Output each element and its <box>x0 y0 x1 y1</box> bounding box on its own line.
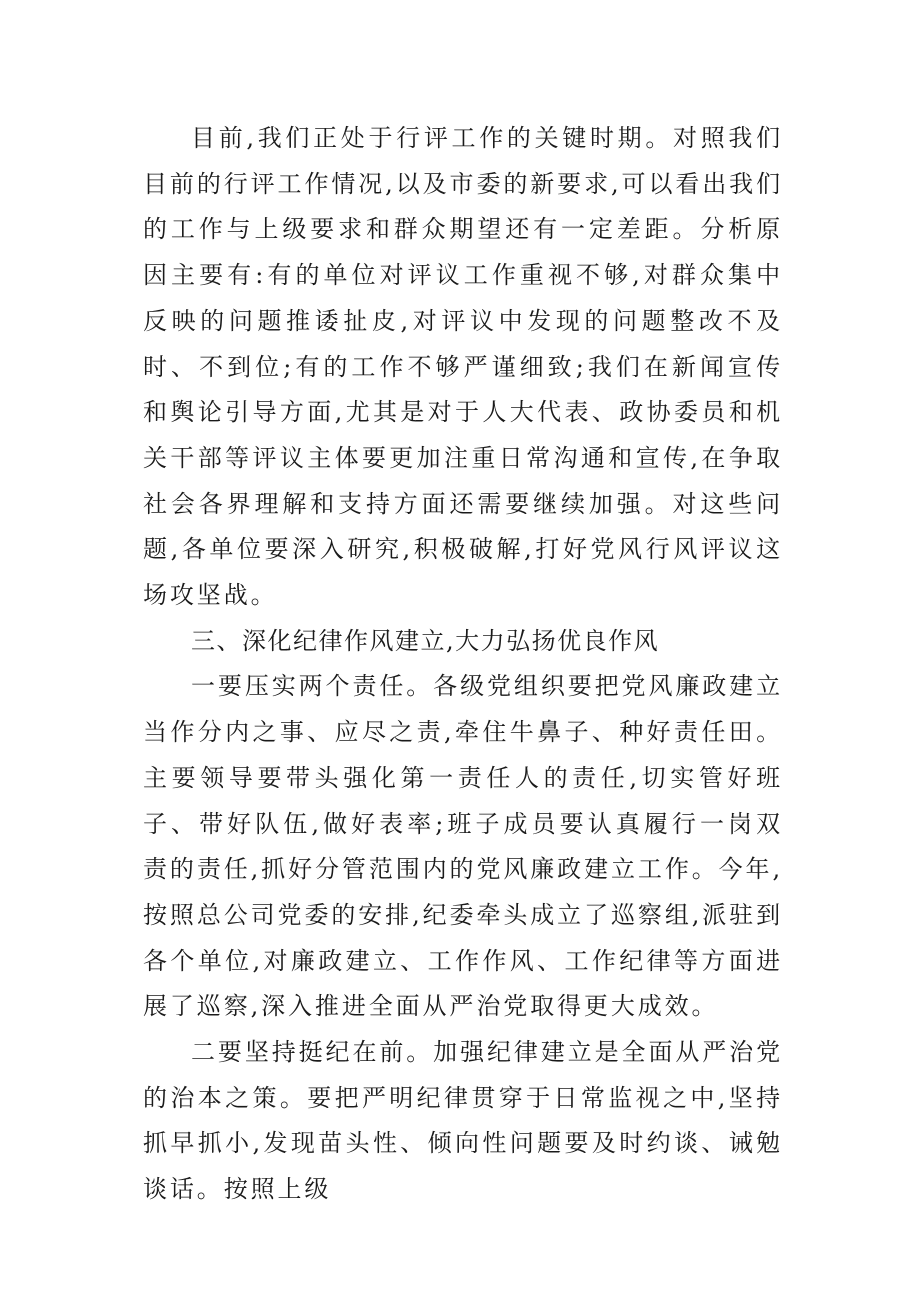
paragraph-two-responsibilities: 一要压实两个责任。各级党组织要把党风廉政建立当作分内之事、应尽之责,牵住牛鼻子、种好责任田。主要领导要带头强化第一责任人的责任,切实管好班子、带好队伍,做好表率;班子成员要认真履行一岗双责的责任,抓好分管范围内的党风廉政建立工作。今年,按照总公司党委的安排,纪委牵头成立了巡察组,派驻到各个单位,对廉政建立、工作作风、工作纪律等方面进展了巡察,深入推进全面从严治党取得更大成效。 <box>143 672 783 1021</box>
paragraph-discipline-first: 二要坚持挺纪在前。加强纪律建立是全面从严治党的治本之策。要把严明纪律贯穿于日常监视之中,坚持抓早抓小,发现苗头性、倾向性问题要及时约谈、诫勉谈话。按照上级 <box>143 1038 783 1204</box>
paragraph-work-evaluation: 目前,我们正处于行评工作的关键时期。对照我们目前的行评工作情况,以及市委的新要求,可以看出我们的工作与上级要求和群众期望还有一定差距。分析原因主要有:有的单位对评议工作重视不够,对群众集中反映的问题推诿扯皮,对评议中发现的问题整改不及时、不到位;有的工作不够严谨细致;我们在新闻宣传和舆论引导方面,尤其是对于人大代表、政协委员和机关干部等评议主体要更加注重日常沟通和宣传,在争取社会各界理解和支持方面还需要继续加强。对这些问题,各单位要深入研究,积极破解,打好党风行风评议这场攻坚战。 <box>143 124 783 610</box>
document-body <box>143 116 783 1213</box>
section-heading-three: 三、深化纪律作风建立,大力弘扬优良作风 <box>191 626 660 655</box>
